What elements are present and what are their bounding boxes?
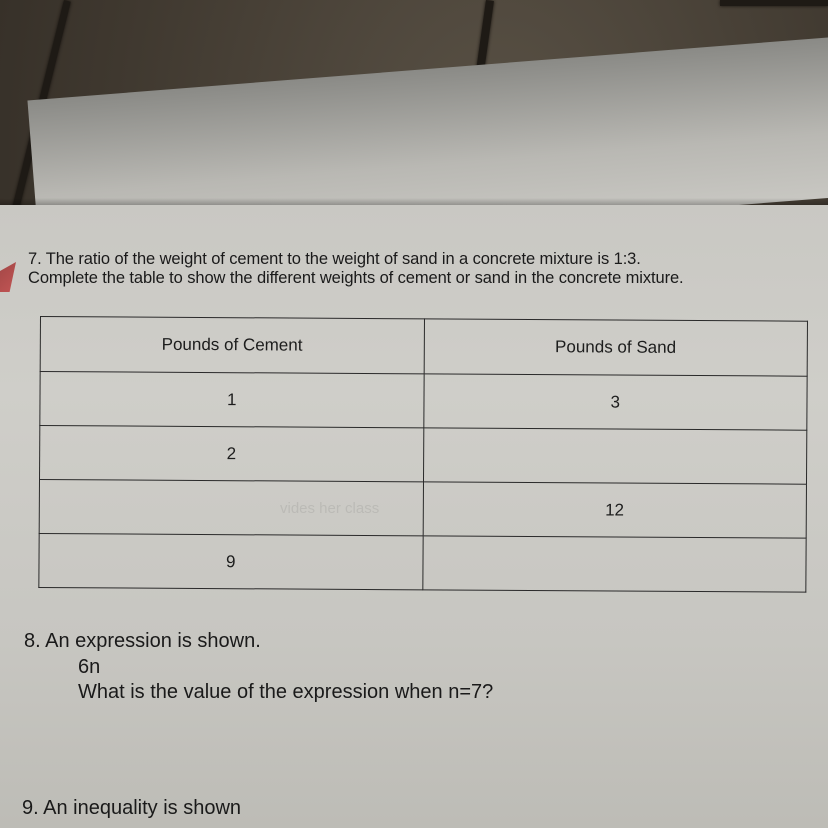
sand-cell-blank — [423, 428, 807, 484]
table-header-row — [40, 317, 807, 377]
cement-cell: 9 — [39, 533, 423, 589]
table-row — [39, 533, 806, 592]
header-sand: Pounds of Sand — [424, 319, 808, 376]
table-row — [39, 480, 806, 539]
sand-cell: 3 — [423, 374, 807, 430]
sand-cell: 12 — [423, 482, 807, 538]
question-7 — [28, 250, 818, 288]
table-row — [40, 426, 807, 485]
question-7-text-line-1: 7. The ratio of the weight of cement to the weight of sand in a concrete mixture is 1:3. — [28, 250, 641, 268]
bleed-through-text: vides her class — [280, 500, 380, 517]
table-row — [40, 372, 807, 431]
cement-cell: 2 — [40, 426, 424, 482]
ratio-table — [38, 316, 808, 593]
header-cement: Pounds of Cement — [40, 317, 424, 374]
question-9-prompt: 9. An inequality is shown — [22, 797, 242, 819]
cement-cell: 1 — [40, 372, 424, 428]
question-7-text-line-2: Complete the table to show the different weights of cement or sand in the concrete mixture. — [28, 269, 684, 287]
tile-grout-line — [720, 0, 828, 6]
question-8-question: What is the value of the expression when n=7? — [78, 681, 494, 703]
cement-cell-blank — [39, 480, 423, 536]
question-8-expression: 6n — [78, 656, 101, 678]
question-8-prompt: 8. An expression is shown. — [24, 630, 261, 652]
sand-cell-blank — [422, 536, 806, 592]
